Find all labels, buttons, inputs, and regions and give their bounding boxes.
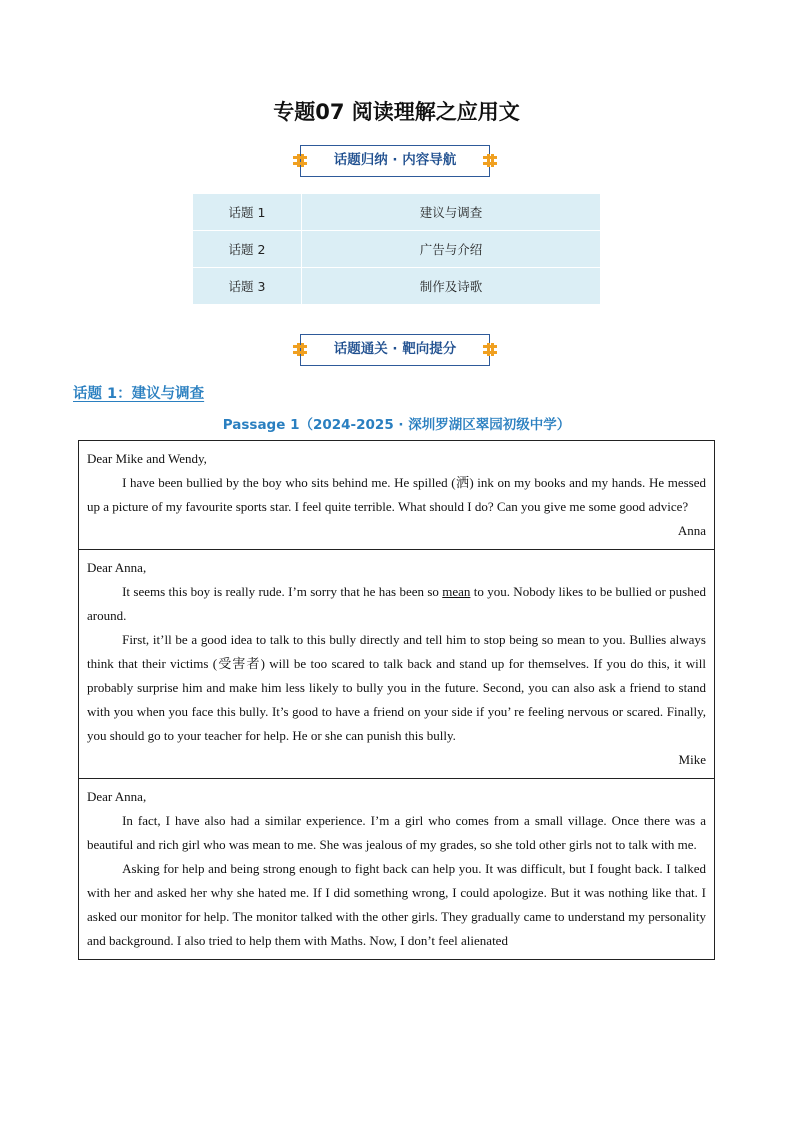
banner-label: 话题通关 · 靶向提分 <box>333 341 457 357</box>
topic-heading: 话题 1：建议与调查 <box>73 386 205 402</box>
passage-title: Passage 1（2024-2025 · 深圳罗湖区翠园初级中学） <box>222 417 571 433</box>
letter-girl <box>79 779 714 959</box>
banner-decoration-icon <box>293 154 307 167</box>
letter-paragraph: In fact, I have also had a similar experience. I’m a girl who comes from a small village. Once there was a beautiful and rich girl who was mean to me. She was jealous of my grades, so she told other girls not to talk with me. <box>87 813 706 852</box>
banner-decoration-icon <box>293 343 307 356</box>
letter-greeting: Dear Anna, <box>87 789 147 804</box>
topic-table <box>193 194 600 305</box>
topic-name: 广告与介绍 <box>302 231 600 268</box>
letter-greeting: Dear Anna, <box>87 560 147 575</box>
page-title: 专题07 阅读理解之应用文 <box>273 100 520 124</box>
text-run: to you. Nobody likes to be bullied or pushed around. <box>87 584 706 623</box>
text-run: It seems this boy is really rude. I’m sorry that he has been so <box>122 584 443 599</box>
topic-label: 话题 3 <box>193 268 302 305</box>
banner-practice <box>300 334 490 366</box>
topic-label: 话题 1 <box>193 194 302 231</box>
underlined-word: mean <box>442 584 471 599</box>
banner-decoration-icon <box>483 343 497 356</box>
letter-mike <box>79 550 714 779</box>
letter-anna <box>79 441 714 550</box>
letter-paragraph: Asking for help and being strong enough to fight back can help you. It was difficult, but I fought back. I talked with her and asked her why she hated me. If I did something wrong, I could apologize. But it was nothing like that. I asked our monitor for help. The monitor talked with the other girls. They gradually came to understand my personality and background. I also tried to help them with Maths. Now, I don’t feel alienated <box>87 861 706 948</box>
table-row <box>193 194 600 231</box>
banner-decoration-icon <box>483 154 497 167</box>
letters-box <box>78 440 715 960</box>
table-row <box>193 231 600 268</box>
letter-greeting: Dear Mike and Wendy, <box>87 451 207 466</box>
banner-label: 话题归纳 · 内容导航 <box>333 152 457 168</box>
letter-paragraph <box>87 580 706 628</box>
letter-paragraph: I have been bullied by the boy who sits behind me. He spilled (洒) ink on my books and my hands. He messed up a picture of my favourite sports star. I feel quite terrible. What should I do? Can you give me some good advice? <box>87 475 706 514</box>
topic-label: 话题 2 <box>193 231 302 268</box>
topic-name: 建议与调查 <box>302 194 600 231</box>
letter-signature: Mike <box>678 752 706 767</box>
letter-signature: Anna <box>677 523 706 538</box>
table-row <box>193 268 600 305</box>
banner-topic-navigation <box>300 145 490 177</box>
letter-paragraph: First, it’ll be a good idea to talk to this bully directly and tell him to stop being so mean to you. Bullies always think that their victims (受害者) will be too scared to talk back and stand up for themselves. If you do this, it will probably surprise him and make him less likely to bully you in the future. Second, you can also ask a friend to stand with you when you face this bully. It’s good to have a friend on your side if you’ re feeling nervous or scared. Finally, you should go to your teacher for help. He or she can punish this bully. <box>87 632 706 743</box>
topic-name: 制作及诗歌 <box>302 268 600 305</box>
